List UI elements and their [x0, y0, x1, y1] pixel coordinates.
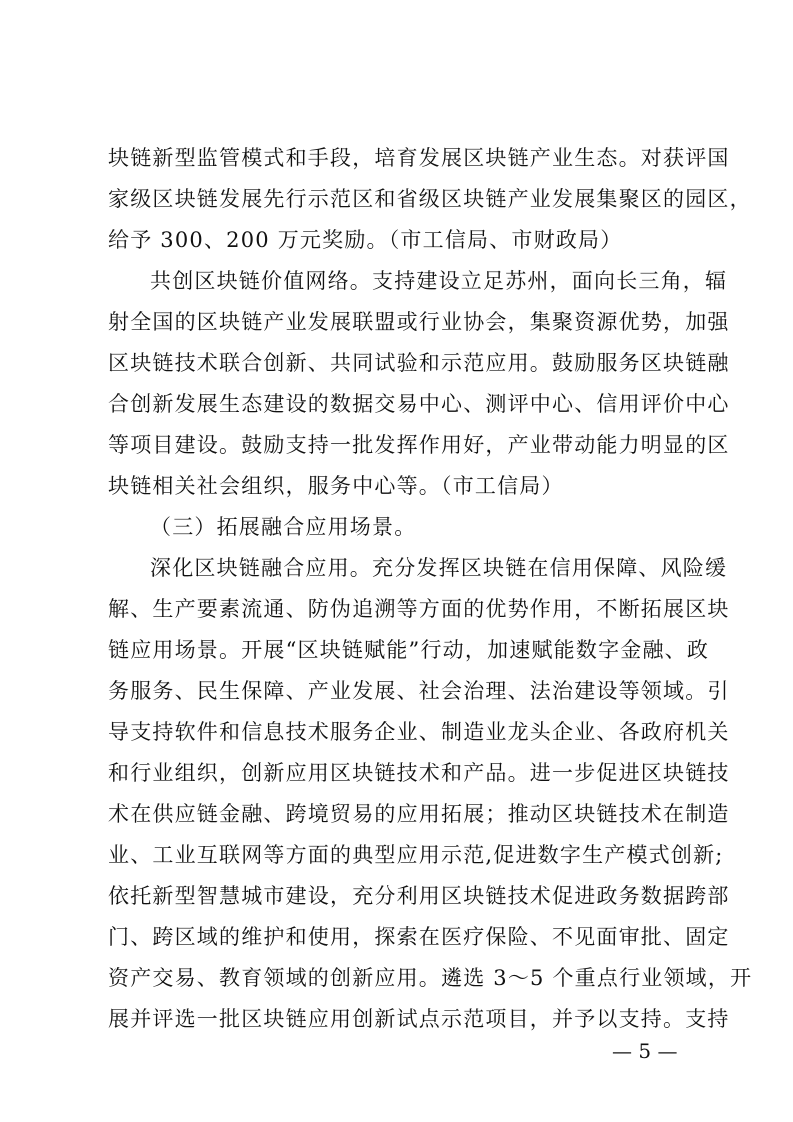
paragraph-3-line-6: 和行业组织，创新应用区块链技术和产品。进一步促进区块链技 — [108, 761, 730, 785]
paragraph-3-line-9: 依托新型智慧城市建设，充分利用区块链技术促进政务数据跨部 — [108, 884, 730, 908]
paragraph-3-line-8: 业、工业互联网等方面的典型应用示范,促进数字生产模式创新; — [108, 843, 724, 867]
paragraph-1-line-2: 家级区块链发展先行示范区和省级区块链产业发展集聚区的园区， — [108, 187, 752, 211]
page-number: — 5 — — [612, 1039, 678, 1063]
section-heading: （三）拓展融合应用场景。 — [150, 515, 417, 539]
paragraph-3-line-5: 导支持软件和信息技术服务企业、制造业龙头企业、各政府机关 — [108, 720, 730, 744]
paragraph-2-line-1: 共创区块链价值网络。支持建设立足苏州，面向长三角，辐 — [150, 269, 728, 293]
paragraph-3-line-10: 门、跨区域的维护和使用，探索在医疗保险、不见面审批、固定 — [108, 925, 730, 949]
paragraph-2-line-4: 合创新发展生态建设的数据交易中心、测评中心、信用评价中心 — [108, 392, 730, 416]
paragraph-3-line-2: 解、生产要素流通、防伪追溯等方面的优势作用，不断拓展区块 — [108, 597, 730, 621]
paragraph-3-line-4: 务服务、民生保障、产业发展、社会治理、法治建设等领域。引 — [108, 679, 730, 703]
paragraph-3-line-7: 术在供应链金融、跨境贸易的应用拓展；推动区块链技术在制造 — [108, 802, 730, 826]
paragraph-2-line-5: 等项目建设。鼓励支持一批发挥作用好，产业带动能力明显的区 — [108, 433, 730, 457]
paragraph-2-line-3: 区块链技术联合创新、共同试验和示范应用。鼓励服务区块链融 — [108, 351, 730, 375]
paragraph-2-line-6: 块链相关社会组织，服务中心等。（市工信局） — [108, 474, 564, 498]
paragraph-2-line-2: 射全国的区块链产业发展联盟或行业协会，集聚资源优势，加强 — [108, 310, 730, 334]
paragraph-3-line-1: 深化区块链融合应用。充分发挥区块链在信用保障、风险缓 — [150, 556, 728, 580]
paragraph-3-line-12: 展并评选一批区块链应用创新试点示范项目，并予以支持。支持 — [108, 1007, 730, 1031]
paragraph-1-line-3: 给予 300、200 万元奖励。（市工信局、市财政局） — [108, 228, 623, 252]
paragraph-3-line-11: 资产交易、教育领域的创新应用。遴选 3～5 个重点行业领域，开 — [108, 966, 753, 990]
paragraph-1-line-1: 块链新型监管模式和手段，培育发展区块链产业生态。对获评国 — [108, 146, 730, 170]
paragraph-3-line-3: 链应用场景。开展“区块链赋能”行动，加速赋能数字金融、政 — [108, 638, 710, 662]
